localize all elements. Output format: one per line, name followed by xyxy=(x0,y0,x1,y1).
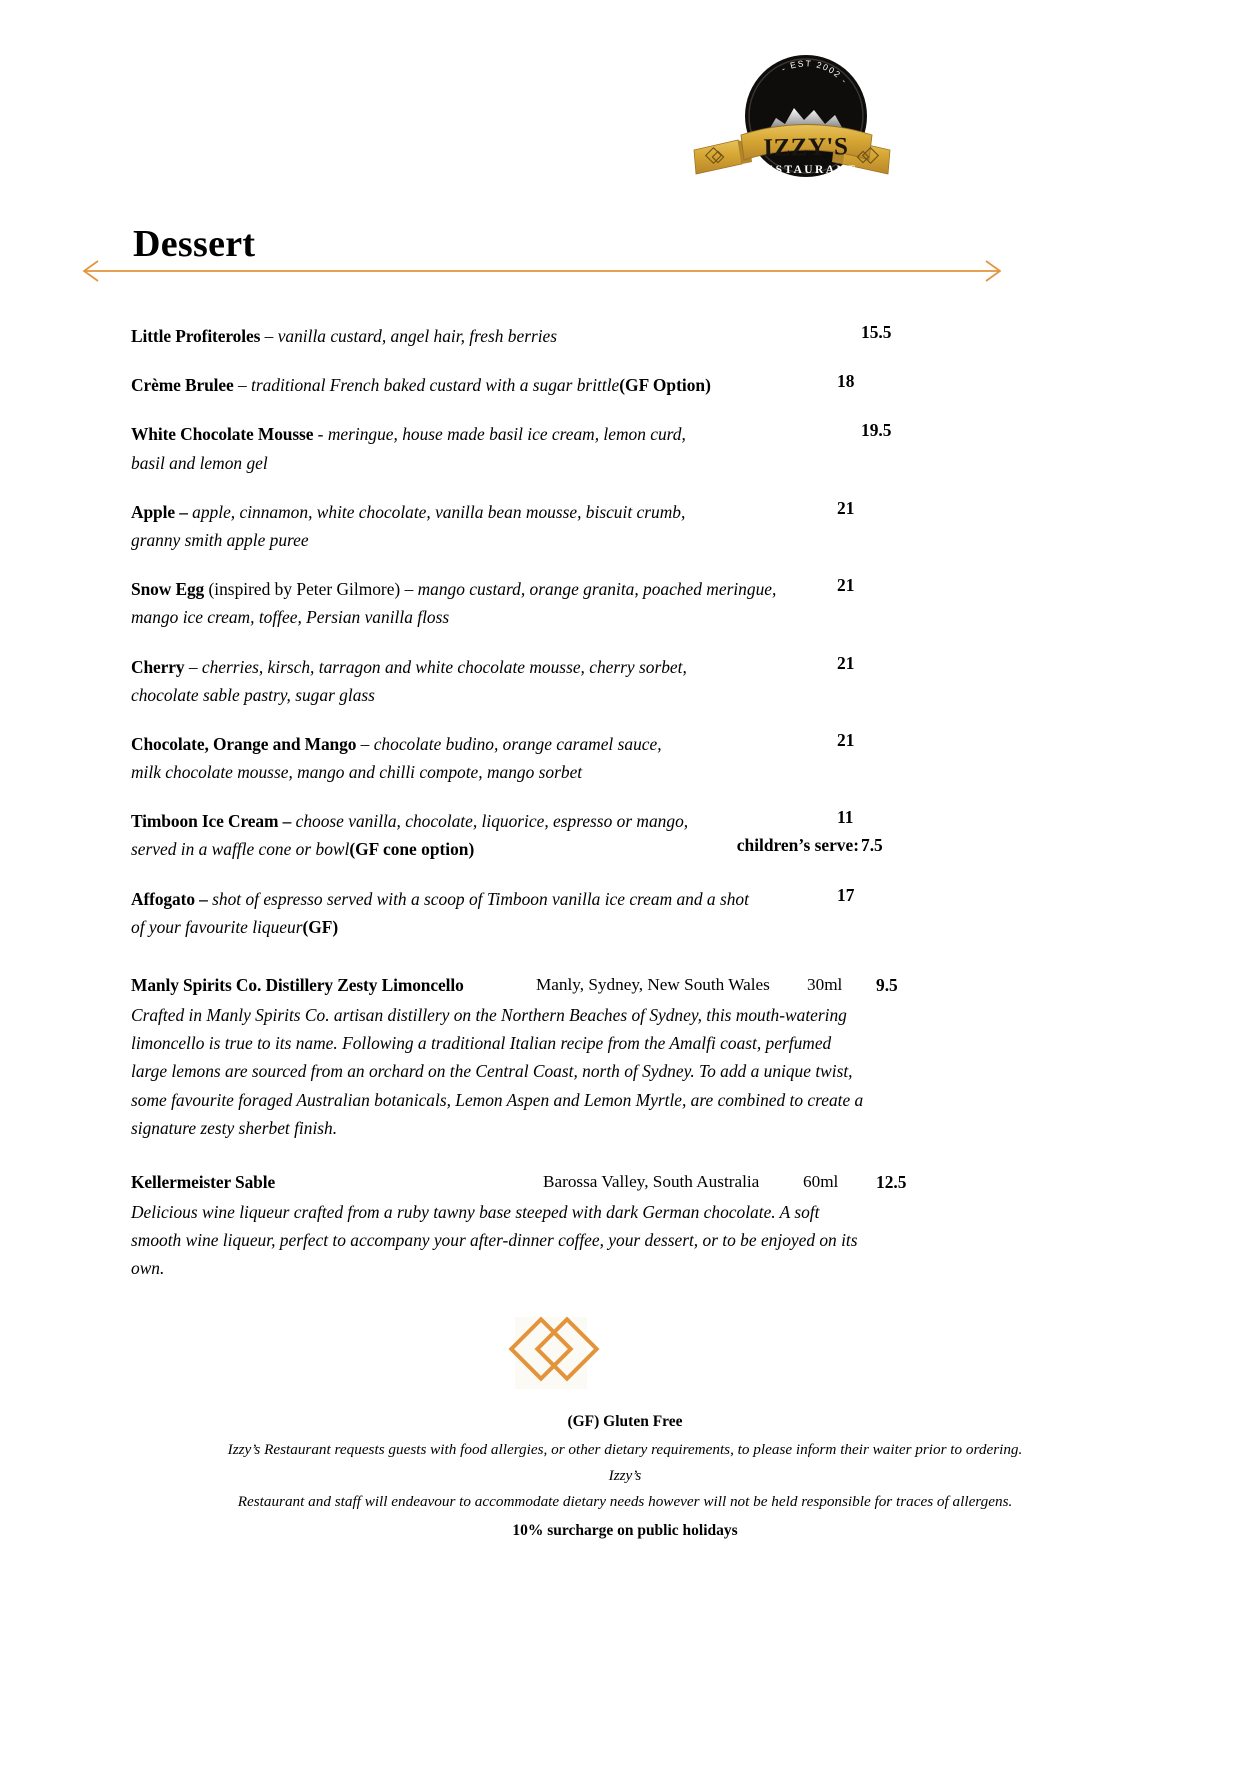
menu-item-name: Crème Brulee xyxy=(131,375,234,396)
menu-item-name: Cherry xyxy=(131,656,185,677)
spirit-description: Crafted in Manly Spirits Co. artisan distillery on the Northern Beaches of Sydney, this mouth-watering limoncello is true to its name. Following a traditional Italian recipe from the Amalfi coast, perfumed large lemons are sourced from an orchard on the Central Coast, north of Sydney. To add a unique twist, some favourite foraged Australian botanicals, Lemon Aspen and Lemon Myrtle, are combined to create a signature zesty sherbet finish. xyxy=(131,1005,864,1138)
menu-item-description-line2: mango ice cream, toffee, Persian vanilla floss xyxy=(131,607,450,628)
menu-item-price: 21 xyxy=(837,497,855,518)
spirit-volume: 60ml xyxy=(803,1171,839,1191)
spirit-region: Barossa Valley, South Australia xyxy=(543,1171,760,1191)
spirit-volume: 30ml xyxy=(807,975,843,994)
spirit-item xyxy=(131,1172,921,1283)
spirit-price: 12.5 xyxy=(876,1171,907,1192)
section-divider xyxy=(72,258,1012,284)
menu-item-price: 17 xyxy=(837,884,855,905)
menu-item-price: 21 xyxy=(837,575,855,596)
spirit-name: Manly Spirits Co. Distillery Zesty Limoncello xyxy=(131,975,464,995)
menu-item-price: 15.5 xyxy=(861,322,892,342)
menu-item-dash: – xyxy=(184,656,202,677)
menu-item-description-line2: basil and lemon gel xyxy=(131,452,268,473)
menu-item-description: meringue, house made basil ice cream, lemon curd, xyxy=(327,424,686,445)
menu-item-description: choose vanilla, chocolate, liquorice, espresso or mango, xyxy=(295,811,689,832)
menu-item-description: traditional French baked custard with a sugar brittle xyxy=(251,375,620,396)
menu-item-description-line2: chocolate sable pastry, sugar glass xyxy=(131,684,375,705)
menu-item xyxy=(131,730,921,786)
menu-item xyxy=(131,420,921,476)
page-title: Dessert xyxy=(133,223,256,265)
spirit-price: 9.5 xyxy=(876,975,898,995)
spirit-description: Delicious wine liqueur crafted from a ruby tawny base steeped with dark German chocolate. A soft smooth wine liqueur, perfect to accompany your after-dinner coffee, your dessert, or to be enjoyed on its own. xyxy=(131,1201,858,1279)
menu-item xyxy=(131,498,921,554)
menu-item-description: vanilla custard, angel hair, fresh berries xyxy=(277,326,558,346)
menu-item-description: shot of espresso served with a scoop of Timboon vanilla ice cream and a shot xyxy=(212,888,749,909)
spirit-name: Kellermeister Sable xyxy=(131,1171,276,1192)
gluten-free-key: (GF) Gluten Free xyxy=(567,1413,683,1430)
allergy-disclaimer-line2: Restaurant and staff will endeavour to accommodate dietary needs however will not be held responsible for traces of allergens. xyxy=(237,1493,1013,1511)
menu-item-description: apple, cinnamon, white chocolate, vanilla bean mousse, biscuit crumb, xyxy=(192,501,686,522)
menu-item xyxy=(131,885,921,941)
menu-item-price: 18 xyxy=(837,371,855,392)
menu-item-description-line2: granny smith apple puree xyxy=(131,529,309,550)
menu-item-dash: – xyxy=(356,733,374,754)
allergy-disclaimer-line1: Izzy’s Restaurant requests guests with food allergies, or other dietary requirements, to please inform their waiter prior to ordering. Izzy’s xyxy=(227,1441,1023,1485)
menu-item-description-line2: of your favourite liqueur xyxy=(131,916,303,937)
menu-item-name: Apple – xyxy=(131,501,188,522)
menu-item-dash: – xyxy=(260,326,278,346)
diamond-ornament-icon xyxy=(505,1305,605,1405)
spirit-region: Manly, Sydney, New South Wales xyxy=(536,975,770,994)
menu-item-name: White Chocolate Mousse xyxy=(131,424,314,445)
childrens-serve-price: 7.5 xyxy=(861,835,883,856)
gluten-free-tag: (GF cone option) xyxy=(349,839,475,860)
spirit-item xyxy=(131,975,921,1142)
logo-name-text: IZZY'S xyxy=(763,133,849,162)
menu-item-description: chocolate budino, orange caramel sauce, xyxy=(373,733,662,754)
menu-item-name: Little Profiteroles xyxy=(131,326,261,346)
dessert-menu-list xyxy=(131,322,921,1283)
menu-item-price: 21 xyxy=(837,729,855,750)
childrens-serve-label: children’s serve: xyxy=(736,835,859,856)
menu-item-price: 19.5 xyxy=(861,420,892,441)
menu-item xyxy=(131,322,921,350)
menu-item-name: Chocolate, Orange and Mango xyxy=(131,733,357,754)
menu-item-description-line2: milk chocolate mousse, mango and chilli compote, mango sorbet xyxy=(131,762,583,783)
logo-est-text: - EST 2002 - xyxy=(779,58,851,87)
menu-item-price: 21 xyxy=(837,652,855,673)
menu-item-price: 11 xyxy=(837,807,854,828)
menu-item-description: cherries, kirsch, tarragon and white chocolate mousse, cherry sorbet, xyxy=(201,656,687,677)
gluten-free-tag: (GF) xyxy=(302,916,339,937)
surcharge-notice: 10% surcharge on public holidays xyxy=(512,1522,738,1540)
gluten-free-tag: (GF Option) xyxy=(619,375,711,396)
logo-subtitle-text: RESTAURANT xyxy=(754,164,858,176)
menu-item xyxy=(131,807,921,863)
menu-item-description: mango custard, orange granita, poached meringue, xyxy=(417,579,777,600)
menu-item-name: Snow Egg xyxy=(131,579,205,600)
menu-item-attribution: (inspired by Peter Gilmore) – xyxy=(204,579,418,600)
menu-item xyxy=(131,653,921,709)
menu-item-name: Affogato – xyxy=(131,888,208,909)
restaurant-logo xyxy=(686,52,898,180)
menu-item xyxy=(131,371,921,399)
menu-item xyxy=(131,575,921,631)
menu-item-name: Timboon Ice Cream – xyxy=(131,811,292,832)
menu-item-dash: - xyxy=(313,424,328,445)
menu-item-description-line2: served in a waffle cone or bowl xyxy=(131,839,350,860)
menu-footer xyxy=(0,1413,1250,1540)
menu-item-dash: – xyxy=(233,375,251,396)
